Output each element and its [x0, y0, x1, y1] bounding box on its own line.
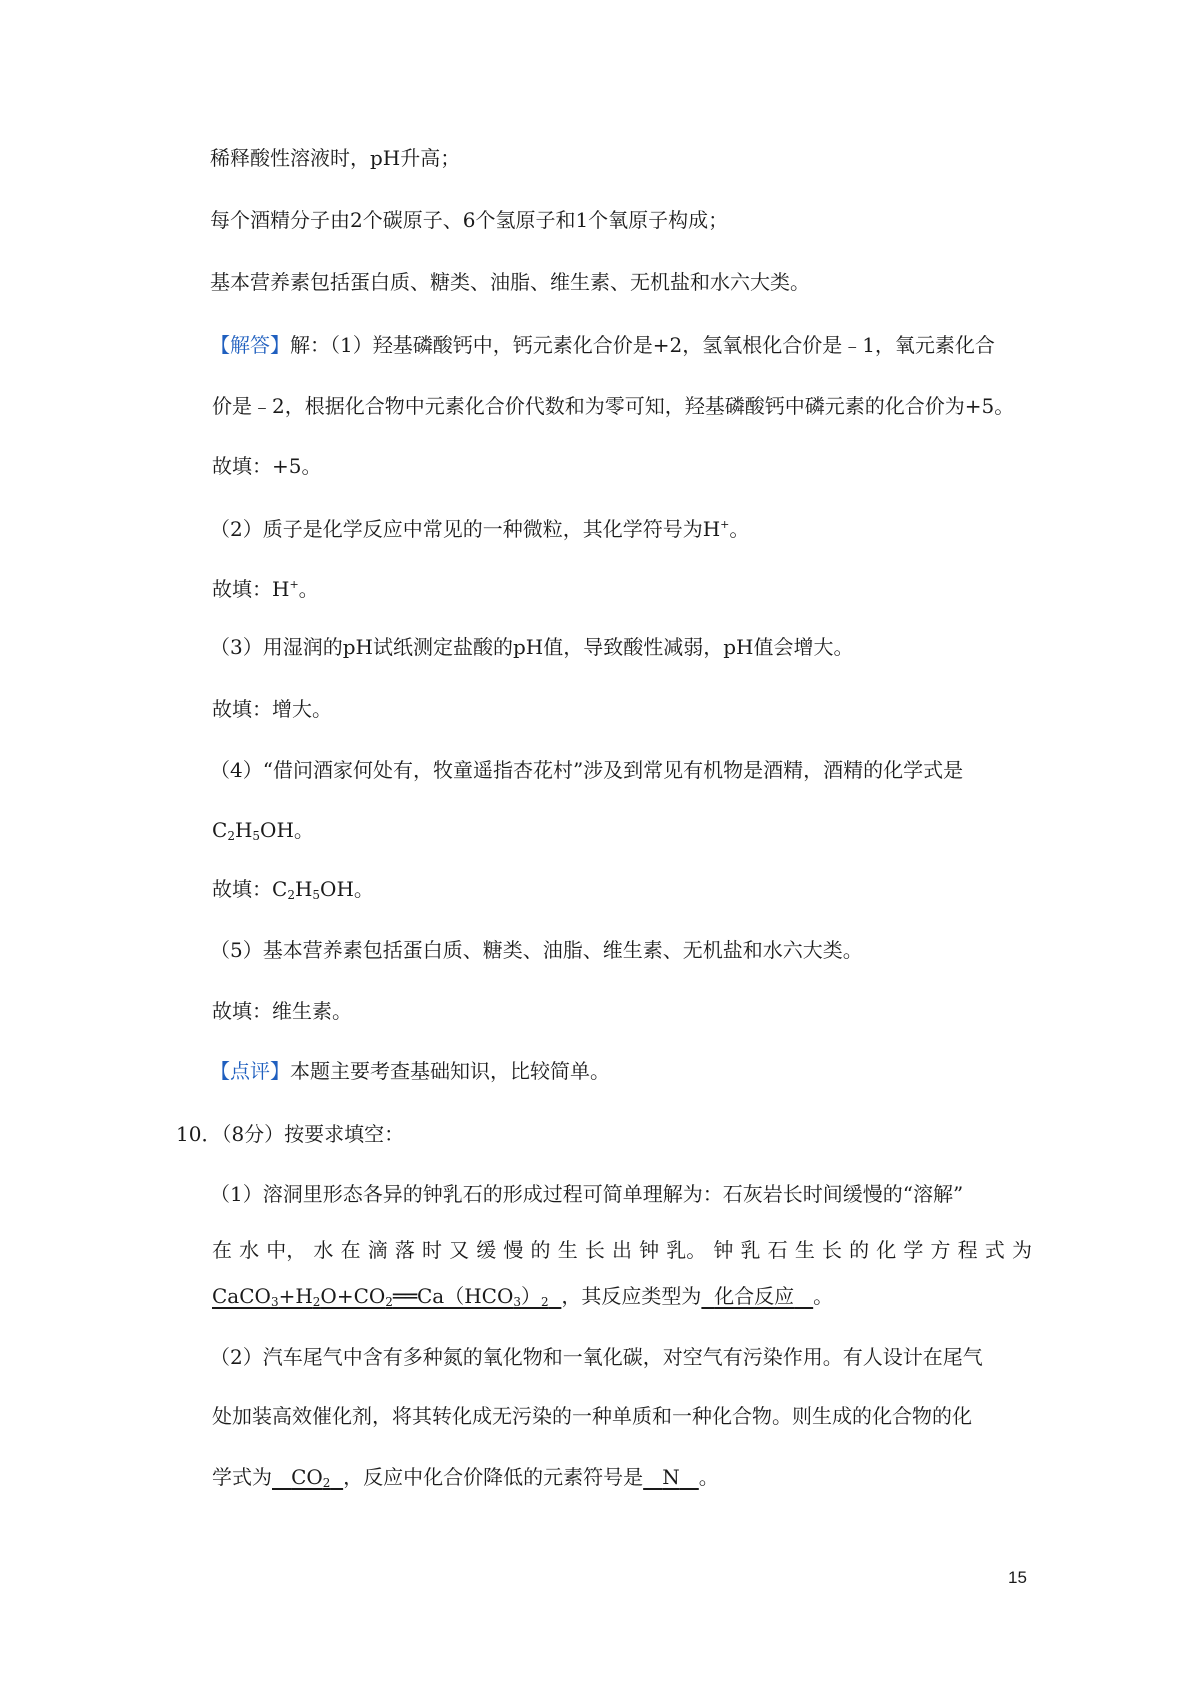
text-line: （3）用湿润的pH试纸测定盐酸的pH值，导致酸性减弱，pH值会增大。	[210, 635, 854, 659]
text-line: 基本营养素包括蛋白质、糖类、油脂、维生素、无机盐和水六大类。	[210, 270, 810, 294]
comment-tag: 【点评】	[210, 1059, 290, 1083]
justified-word: 在	[212, 1238, 232, 1262]
reaction-type-answer: 化合反应	[714, 1284, 795, 1308]
text-line: 故填：+5。	[212, 454, 322, 478]
justified-word: 长	[584, 1238, 605, 1262]
justified-word: 时	[421, 1238, 442, 1262]
justified-word: 为	[1011, 1238, 1032, 1262]
justified-word: 在	[340, 1238, 361, 1262]
justified-word: 式	[984, 1238, 1005, 1262]
question-heading: 10．（8分）按要求填空：	[176, 1122, 405, 1146]
text-line: （5）基本营养素包括蛋白质、糖类、油脂、维生素、无机盐和水六大类。	[210, 938, 863, 962]
text-line: 学式为 $CO_2$ ，反应中化合价降低的元素符号是 N 。	[212, 1464, 719, 1496]
justified-word: 生	[557, 1238, 578, 1262]
justified-word: 水	[239, 1238, 260, 1262]
text-line: 故填：维生素。	[212, 999, 352, 1023]
justified-word: 出	[611, 1238, 632, 1262]
justified-text-line	[212, 1237, 1032, 1263]
text-line: 处加装高效催化剂，将其转化成无污染的一种单质和一种化合物。则生成的化合物的化	[212, 1404, 972, 1428]
comment-line: 【点评】本题主要考查基础知识，比较简单。	[210, 1059, 610, 1083]
justified-word: 落	[394, 1238, 415, 1262]
answer-tag: 【解答】	[210, 333, 290, 357]
justified-word: 乳	[740, 1238, 761, 1262]
text-line: 稀释酸性溶液时，pH升高；	[210, 146, 461, 170]
justified-word: 石	[767, 1238, 788, 1262]
text-line: 价是﹣2，根据化合物中元素化合价代数和为零可知，羟基磷酸钙中磷元素的化合价为+5。	[212, 394, 1015, 418]
justified-word: 的	[530, 1238, 551, 1262]
justified-word: 滴	[367, 1238, 388, 1262]
justified-word: 方	[930, 1238, 951, 1262]
justified-word: 长	[821, 1238, 842, 1262]
element-answer: N	[662, 1465, 680, 1489]
text-line: （2）质子是化学反应中常见的一种微粒，其化学符号为H+。	[210, 517, 750, 541]
text-line: （1）溶洞里形态各异的钟乳石的形成过程可简单理解为：石灰岩长时间缓慢的“溶解”	[210, 1182, 964, 1206]
justified-word: 的	[849, 1238, 870, 1262]
equation-line: $CaCO_3+H_2O+CO_2══Ca(HCO_3)_2$ ，其反应类型为 化合反应 。	[212, 1283, 833, 1315]
justified-word: 钟	[713, 1238, 734, 1262]
justified-word: 中，	[266, 1238, 307, 1262]
text-line: 故填：H+。	[212, 577, 319, 601]
answer-line: 【解答】解：（1）羟基磷酸钙中，钙元素化合价是+2，氢氧根化合价是﹣1，氧元素化合	[210, 333, 995, 357]
page-number: 15	[1008, 1568, 1027, 1587]
justified-word: 化	[876, 1238, 897, 1262]
text-line: 故填：$C_2H_5OH$。	[212, 877, 374, 902]
justified-word: 钟	[639, 1238, 660, 1262]
compound-answer: $CO_2$	[291, 1465, 331, 1490]
text-line: （2）汽车尾气中含有多种氮的氧化物和一氧化碳，对空气有污染作用。有人设计在尾气	[210, 1345, 983, 1369]
formula-line: $C_2H_5OH$。	[212, 818, 314, 843]
justified-word: 水	[313, 1238, 334, 1262]
justified-word: 生	[794, 1238, 815, 1262]
justified-word: 乳。	[666, 1238, 707, 1262]
text-line: 每个酒精分子由2个碳原子、6个氢原子和1个氧原子构成；	[210, 208, 729, 232]
justified-word: 缓	[476, 1238, 497, 1262]
text-line: （4）“借问酒家何处有，牧童遥指杏花村”涉及到常见有机物是酒精，酒精的化学式是	[210, 758, 964, 782]
equation-answer: $CaCO_3+H_2O+CO_2══Ca(HCO_3)_2$	[212, 1284, 549, 1309]
justified-word: 程	[957, 1238, 978, 1262]
justified-word: 慢	[503, 1238, 524, 1262]
justified-word: 学	[903, 1238, 924, 1262]
justified-word: 又	[449, 1238, 470, 1262]
text-line: 故填：增大。	[212, 697, 332, 721]
